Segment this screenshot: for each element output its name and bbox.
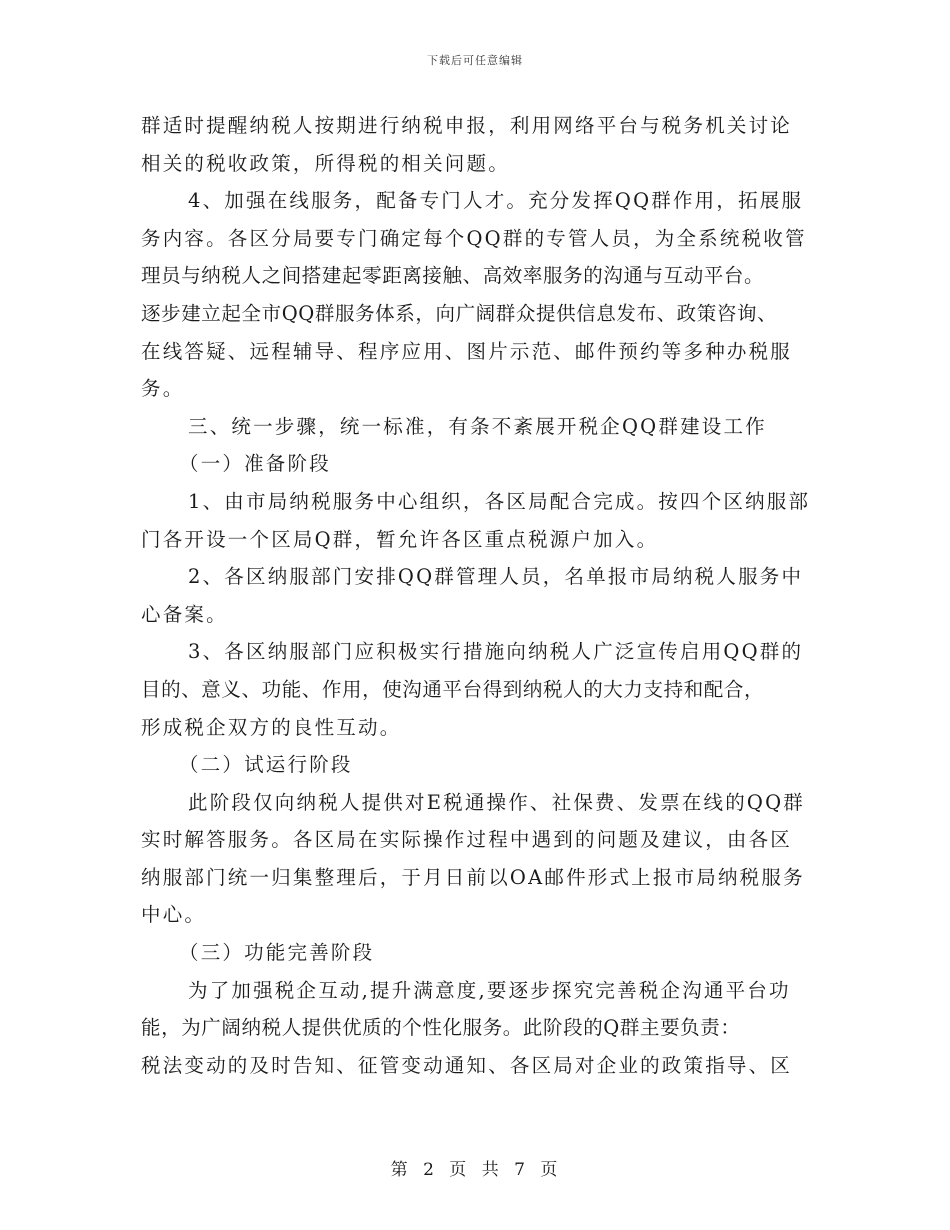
text-line: 形成税企双方的良性互动。 [141, 715, 402, 739]
text-line: 务。 [141, 377, 185, 401]
text-line: 相关的税收政策，所得税的相关问题。 [141, 151, 510, 175]
text-line: 3、各区纳服部门应积极实行措施向纳税人广泛宣传启用QQ群的 [188, 640, 804, 664]
text-line: 此阶段仅向纳税人提供对E税通操作、社保费、发票在线的QQ群 [188, 790, 806, 814]
text-line: 4、加强在线服务，配备专门人才。充分发挥QQ群作用，拓展服 [188, 189, 804, 213]
text-line: 中心。 [141, 903, 207, 927]
subsection-heading: （一）准备阶段 [179, 452, 331, 476]
text-line: 为了加强税企互动,提升满意度,要逐步探究完善税企沟通平台功 [188, 978, 791, 1002]
page-header: 下载后可任意编辑 [427, 54, 523, 67]
text-line: 务内容。各区分局要专门确定每个QQ群的专管人员，为全系统税收管 [141, 226, 807, 250]
document-body [141, 107, 821, 1084]
text-line: 心备案。 [141, 602, 228, 626]
text-line: 理员与纳税人之间搭建起零距离接触、高效率服务的沟通与互动平台。 [141, 264, 765, 288]
text-line: 税法变动的及时告知、征管变动通知、各区局对企业的政策指导、区 [141, 1053, 793, 1077]
text-line: 门各开设一个区局Q群，暂允许各区重点税源户加入。 [141, 527, 659, 551]
text-line: 纳服部门统一归集整理后，于月日前以OA邮件形式上报市局纳税服务 [141, 865, 805, 889]
text-line: 群适时提醒纳税人按期进行纳税申报，利用网络平台与税务机关讨论 [141, 114, 793, 137]
text-line: 实时解答服务。各区局在实际操作过程中遇到的问题及建议，由各区 [141, 828, 793, 852]
text-line: 2、各区纳服部门安排QQ群管理人员，名单报市局纳税人服务中 [188, 565, 804, 589]
text-line: 逐步建立起全市QQ群服务体系，向广阔群众提供信息发布、政策咨询、 [141, 301, 778, 325]
text-line: 在线答疑、远程辅导、程序应用、图片示范、邮件预约等多种办税服 [141, 339, 793, 363]
subsection-heading: （二）试运行阶段 [179, 753, 353, 777]
text-line: 目的、意义、功能、作用，使沟通平台得到纳税人的大力支持和配合， [141, 677, 765, 701]
section-heading: 三、统一步骤，统一标准，有条不紊展开税企QQ群建设工作 [188, 414, 767, 438]
text-line: 能，为广阔纳税人提供优质的个性化服务。此阶段的Q群主要负责： [141, 1016, 741, 1040]
text-line: 1、由市局纳税服务中心组织，各区局配合完成。按四个区纳服部 [188, 489, 811, 513]
page-footer: 第 2 页 共 7 页 [390, 1160, 560, 1180]
subsection-heading: （三）功能完善阶段 [179, 941, 375, 965]
